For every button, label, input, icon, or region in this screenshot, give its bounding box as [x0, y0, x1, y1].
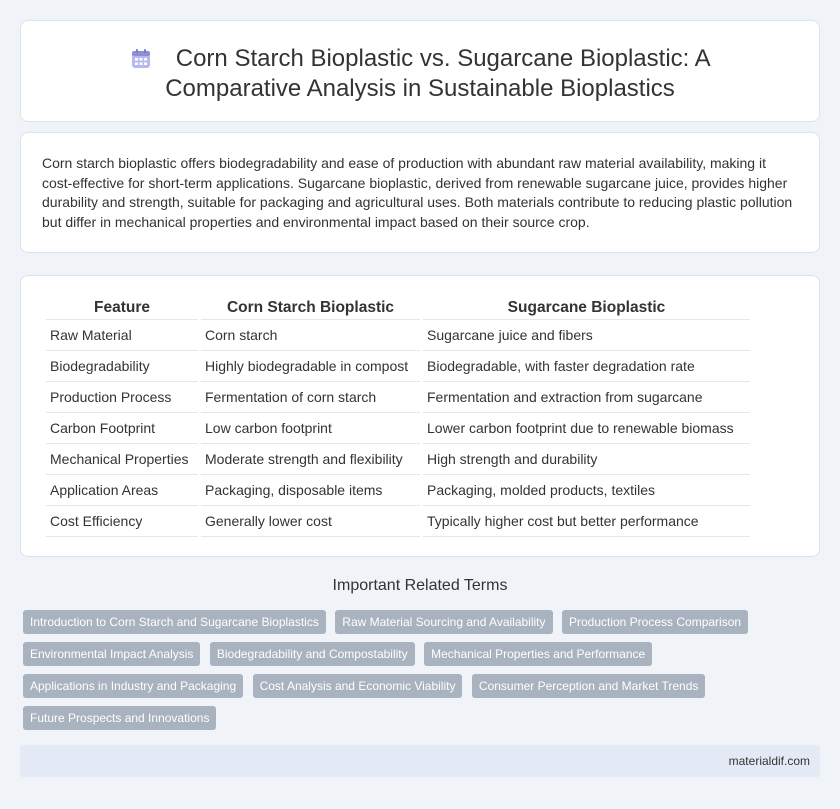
table-cell: Biodegradable, with faster degradation rate: [423, 351, 750, 382]
footer-site-link[interactable]: materialdif.com: [728, 754, 810, 768]
table-cell: Typically higher cost but better performance: [423, 506, 750, 537]
title-card: [20, 20, 820, 122]
related-term-tag[interactable]: Applications in Industry and Packaging: [23, 674, 243, 698]
table-row: [46, 444, 750, 475]
table-cell: Sugarcane juice and fibers: [423, 320, 750, 351]
page-title: Corn Starch Bioplastic vs. Sugarcane Bioplastic: A Comparative Analysis in Sustainable Bioplastics: [165, 45, 711, 102]
header-feature: Feature: [46, 296, 198, 320]
table-cell: Packaging, molded products, textiles: [423, 475, 750, 506]
table-cell: Highly biodegradable in compost: [201, 351, 420, 382]
table-cell: Generally lower cost: [201, 506, 420, 537]
intro-paragraph: Corn starch bioplastic offers biodegradability and ease of production with abundant raw material availability, making it cost-effective for short-term applications. Sugarcane bioplastic, derived from renewable sugarcane juice, provides higher durability and strength, suitable for packaging and agricultural uses. Both materials contribute to reducing plastic pollution but differ in mechanical properties and environmental impact based on their source crop.: [42, 155, 793, 230]
related-term-tag[interactable]: Future Prospects and Innovations: [23, 706, 216, 730]
calendar-icon: [129, 47, 153, 71]
related-term-tag[interactable]: Production Process Comparison: [562, 610, 748, 634]
table-row: [46, 475, 750, 506]
comparison-table: [43, 296, 753, 537]
header-sugarcane: Sugarcane Bioplastic: [423, 296, 750, 320]
table-row: [46, 351, 750, 382]
intro-card: [20, 132, 820, 253]
comparison-card: [20, 275, 820, 557]
table-row: [46, 413, 750, 444]
related-term-tag[interactable]: Consumer Perception and Market Trends: [472, 674, 705, 698]
related-terms-list: [23, 610, 783, 738]
table-cell: Corn starch: [201, 320, 420, 351]
related-terms-heading: Important Related Terms: [332, 577, 508, 594]
table-cell: Low carbon footprint: [201, 413, 420, 444]
related-term-tag[interactable]: Biodegradability and Compostability: [210, 642, 415, 666]
table-row: [46, 320, 750, 351]
related-term-tag[interactable]: Cost Analysis and Economic Viability: [253, 674, 463, 698]
table-cell: Carbon Footprint: [46, 413, 198, 444]
table-cell: Application Areas: [46, 475, 198, 506]
header-corn-starch: Corn Starch Bioplastic: [201, 296, 420, 320]
table-cell: Raw Material: [46, 320, 198, 351]
table-cell: Fermentation of corn starch: [201, 382, 420, 413]
table-row: [46, 506, 750, 537]
title-wrap: [61, 44, 779, 103]
related-term-tag[interactable]: Mechanical Properties and Performance: [424, 642, 652, 666]
table-cell: Cost Efficiency: [46, 506, 198, 537]
table-cell: Production Process: [46, 382, 198, 413]
related-term-tag[interactable]: Environmental Impact Analysis: [23, 642, 200, 666]
related-term-tag[interactable]: Raw Material Sourcing and Availability: [335, 610, 552, 634]
table-cell: Moderate strength and flexibility: [201, 444, 420, 475]
table-cell: Packaging, disposable items: [201, 475, 420, 506]
table-header-row: [46, 296, 750, 320]
table-cell: Lower carbon footprint due to renewable biomass: [423, 413, 750, 444]
table-cell: Biodegradability: [46, 351, 198, 382]
footer: [20, 745, 820, 777]
related-term-tag[interactable]: Introduction to Corn Starch and Sugarcane Bioplastics: [23, 610, 326, 634]
table-cell: Fermentation and extraction from sugarcane: [423, 382, 750, 413]
table-cell: High strength and durability: [423, 444, 750, 475]
table-cell: Mechanical Properties: [46, 444, 198, 475]
table-row: [46, 382, 750, 413]
